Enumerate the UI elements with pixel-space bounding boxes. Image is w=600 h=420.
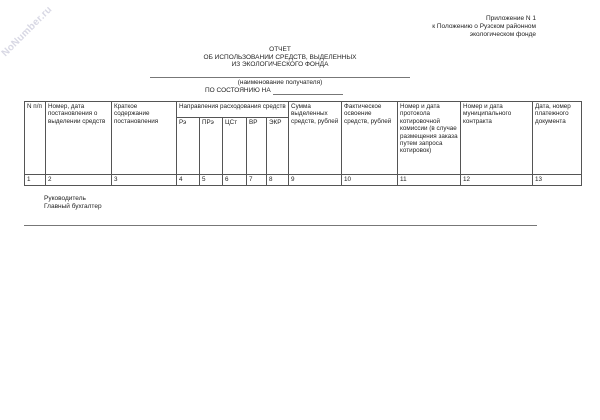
column-number: 7 bbox=[247, 175, 267, 186]
header-summary: Краткое содержание постановления bbox=[112, 102, 177, 175]
column-number: 12 bbox=[461, 175, 533, 186]
column-number: 11 bbox=[398, 175, 461, 186]
column-number: 9 bbox=[289, 175, 342, 186]
appendix-line: Приложение N 1 bbox=[485, 15, 536, 22]
column-number: 6 bbox=[223, 175, 247, 186]
column-number: 10 bbox=[342, 175, 398, 186]
header-contract: Номер и дата муниципального контракта bbox=[461, 102, 533, 175]
recipient-line bbox=[150, 77, 410, 78]
title-line: ИЗ ЭКОЛОГИЧЕСКОГО ФОНДА bbox=[231, 61, 329, 69]
watermark: NoNumber.ru bbox=[0, 4, 55, 60]
header-sub: ЦСт bbox=[223, 118, 247, 175]
header-allocated: Сумма выделенных средств, рублей bbox=[289, 102, 342, 175]
column-number: 3 bbox=[112, 175, 177, 186]
header-protocol: Номер и дата протокола котировочной комиссии (в случае размещения заказа путем запроса котировок) bbox=[398, 102, 461, 175]
as-of-label: ПО СОСТОЯНИЮ НА bbox=[205, 87, 271, 94]
column-number: 4 bbox=[177, 175, 200, 186]
header-resolution: Номер, дата постановления о выделении средств bbox=[46, 102, 112, 175]
header-actual: Фактическое освоение средств, рублей bbox=[342, 102, 398, 175]
title-line: ОБ ИСПОЛЬЗОВАНИИ СРЕДСТВ, ВЫДЕЛЕННЫХ bbox=[203, 53, 357, 61]
report-title bbox=[150, 46, 410, 69]
column-numbers-row bbox=[25, 175, 582, 186]
header-payment: Дата, номер платежного документа bbox=[533, 102, 582, 175]
signature-accountant: Главный бухгалтер bbox=[44, 203, 102, 210]
column-number: 13 bbox=[533, 175, 582, 186]
report-table bbox=[24, 101, 582, 186]
signatures bbox=[44, 195, 102, 211]
header-sub: ВР bbox=[247, 118, 267, 175]
header-directions: Направления расходования средств bbox=[177, 102, 289, 118]
header-sub: Рэ bbox=[177, 118, 200, 175]
appendix-note bbox=[432, 15, 536, 39]
as-of-row bbox=[205, 87, 343, 95]
header-sub: ЭКР bbox=[267, 118, 289, 175]
signature-director: Руководитель bbox=[44, 195, 86, 202]
appendix-line: экологическом фонде bbox=[469, 31, 536, 38]
bottom-line bbox=[24, 225, 537, 226]
column-number: 8 bbox=[267, 175, 289, 186]
as-of-date-line bbox=[273, 88, 343, 95]
header-sub: ПРэ bbox=[200, 118, 223, 175]
column-number: 1 bbox=[25, 175, 46, 186]
header-number: N п/п bbox=[25, 102, 46, 175]
column-number: 2 bbox=[46, 175, 112, 186]
appendix-line: к Положению о Рузском районном bbox=[432, 23, 536, 30]
column-number: 5 bbox=[200, 175, 223, 186]
recipient-label: (наименование получателя) bbox=[237, 79, 323, 86]
title-line: ОТЧЕТ bbox=[269, 46, 291, 53]
